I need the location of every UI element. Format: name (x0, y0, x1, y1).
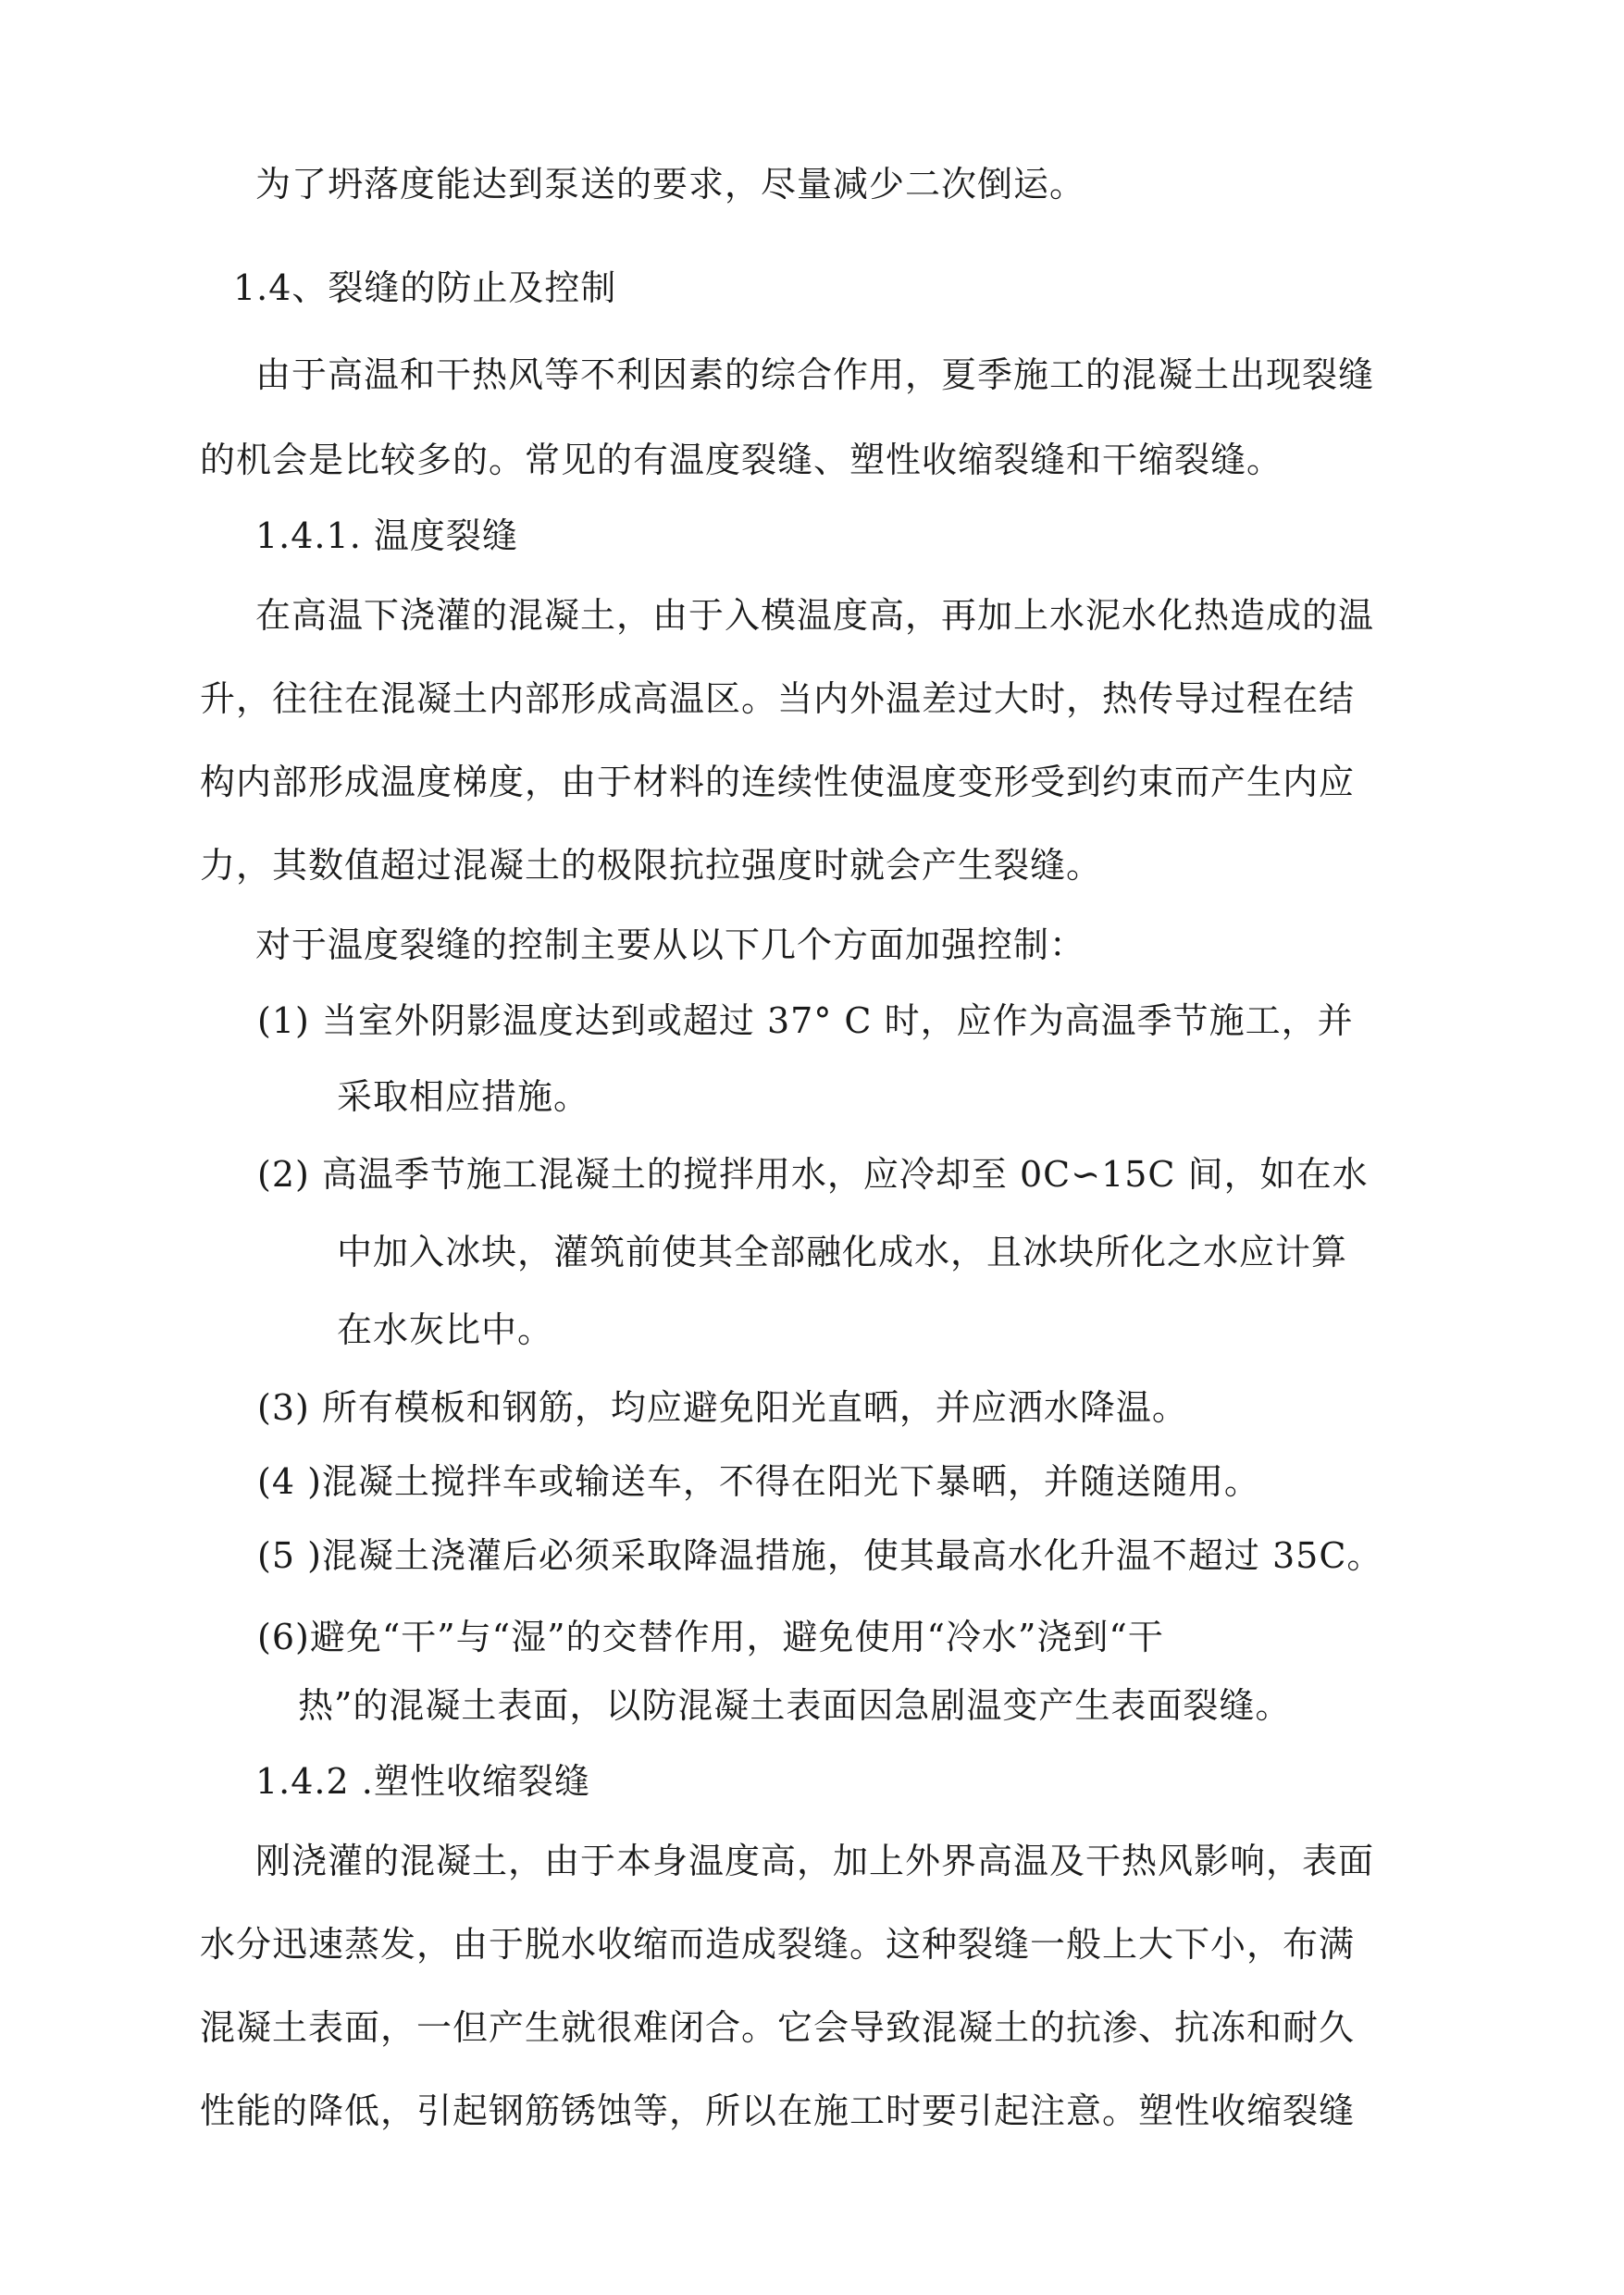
subsection-heading: 1.4.1. 温度裂缝 (255, 515, 518, 556)
list-item-continuation: 中加入冰块，灌筑前使其全部融化成水，且冰块所化之水应计算 (337, 1232, 1348, 1272)
text-line: 为了坍落度能达到泵送的要求，尽量减少二次倒运。 (255, 164, 1086, 205)
text-line: 刚浇灌的混凝土，由于本身温度高，加上外界高温及干热风影响，表面 (255, 1841, 1375, 1881)
text-line: 在高温下浇灌的混凝土，由于入模温度高，再加上水泥水化热造成的温 (255, 595, 1375, 636)
text-line: 由于高温和干热风等不利因素的综合作用，夏季施工的混凝土出现裂缝 (255, 354, 1375, 395)
text-line: 混凝土表面，一但产生就很难闭合。它会导致混凝土的抗渗、抗冻和耐久 (200, 2007, 1356, 2048)
list-item-continuation: 在水灰比中。 (337, 1309, 554, 1350)
text-line: 力，其数值超过混凝土的极限抗拉强度时就会产生裂缝。 (200, 845, 1103, 886)
text-line: 构内部形成温度梯度，由于材料的连续性使温度变形受到约束而产生内应 (200, 762, 1356, 802)
list-item-continuation: 热”的混凝土表面，以防混凝土表面因急剧温变产生表面裂缝。 (298, 1685, 1292, 1726)
list-item: (2) 高温季节施工混凝土的搅拌用水，应冷却至 0C∽15C 间，如在水 (257, 1154, 1369, 1195)
list-item: (3) 所有模板和钢筋，均应避免阳光直晒，并应洒水降温。 (257, 1387, 1188, 1428)
text-line: 性能的降低，引起钢筋锈蚀等，所以在施工时要引起注意。塑性收缩裂缝 (200, 2090, 1356, 2131)
list-item: (5 )混凝土浇灌后必须采取降温措施，使其最高水化升温不超过 35C。 (257, 1535, 1383, 1576)
section-heading: 1.4、裂缝的防止及控制 (233, 267, 617, 308)
subsection-heading: 1.4.2 .塑性收缩裂缝 (255, 1761, 590, 1802)
text-line: 对于温度裂缝的控制主要从以下几个方面加强控制： (255, 924, 1086, 965)
text-line: 水分迅速蒸发，由于脱水收缩而造成裂缝。这种裂缝一般上大下小，布满 (200, 1924, 1356, 1965)
list-item-continuation: 采取相应措施。 (337, 1076, 590, 1117)
list-item: (1) 当室外阴影温度达到或超过 37° C 时，应作为高温季节施工，并 (257, 1000, 1354, 1041)
text-line: 升，往往在混凝土内部形成高温区。当内外温差过大时，热传导过程在结 (200, 678, 1356, 719)
list-item: (6)避免“干”与“湿”的交替作用，避免使用“冷水”浇到“干 (257, 1617, 1164, 1657)
text-line: 的机会是比较多的。常见的有温度裂缝、塑性收缩裂缝和干缩裂缝。 (200, 440, 1283, 480)
list-item: (4 )混凝土搅拌车或输送车，不得在阳光下暴晒，并随送随用。 (257, 1461, 1260, 1502)
